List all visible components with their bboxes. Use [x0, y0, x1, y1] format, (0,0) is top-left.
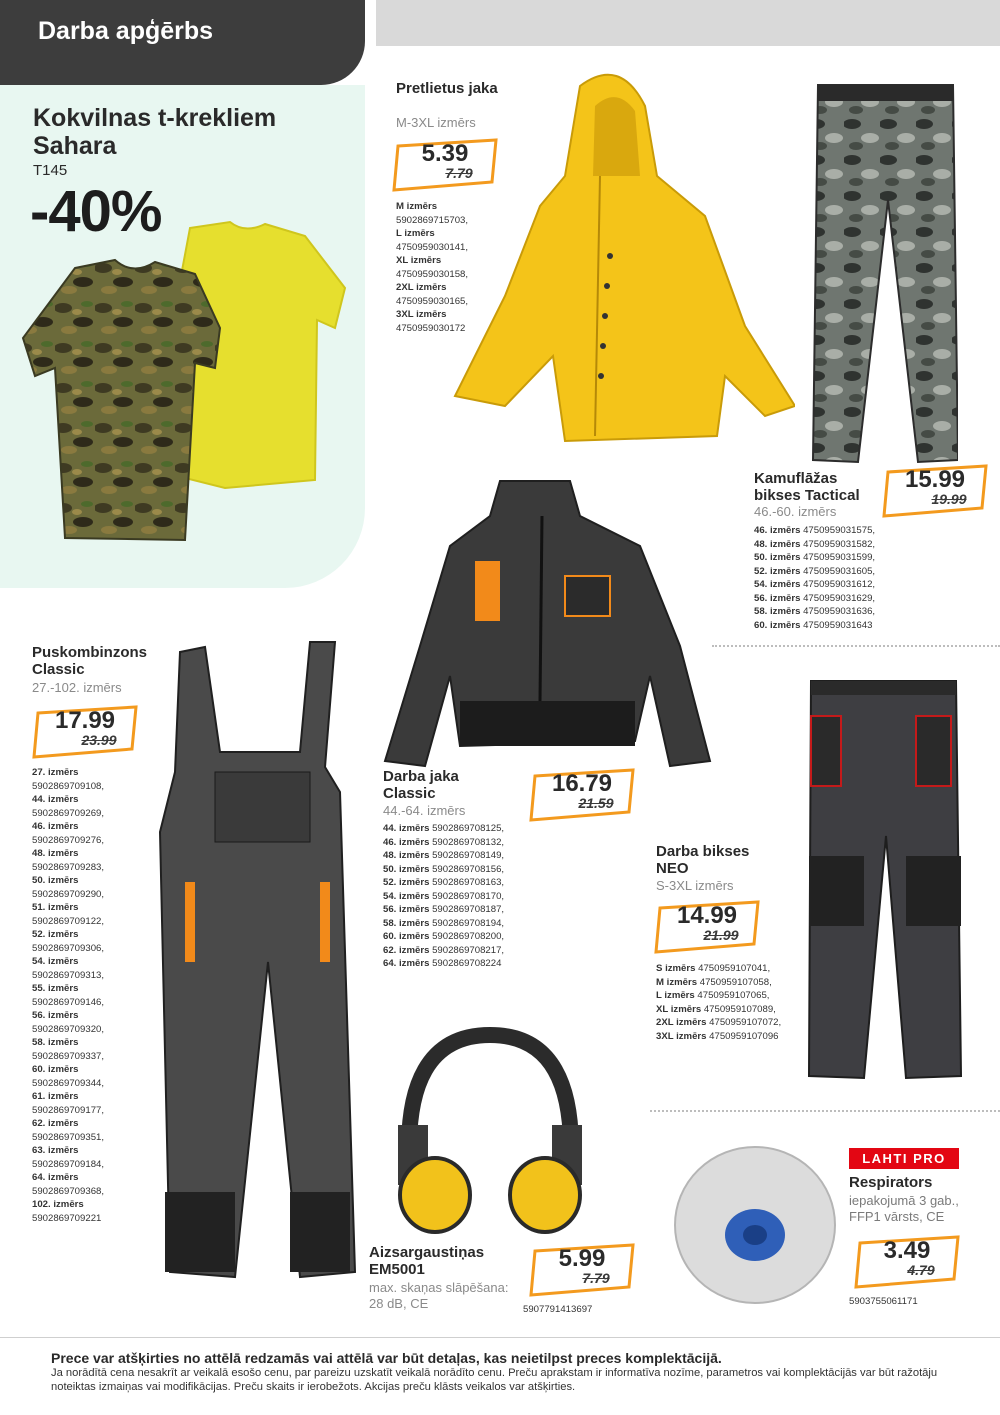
size-label: 48. izmērs — [754, 538, 801, 550]
product-desc: iepakojumā 3 gab., FFP1 vārsts, CE — [849, 1193, 959, 1224]
barcode-row — [383, 917, 504, 931]
barcode-value: 5902869709177, — [32, 1104, 105, 1116]
barcode-value: 5902869708187, — [429, 904, 505, 915]
barcode-list — [656, 962, 781, 1043]
barcode-row — [383, 876, 504, 890]
overalls-image — [150, 632, 375, 1287]
barcode-value: 5902869709306, — [32, 942, 105, 954]
barcode-value: 4750959107041, — [695, 963, 771, 974]
size-label: 52. izmērs — [383, 877, 430, 888]
size-label: 50. izmērs — [32, 875, 79, 886]
barcode-value: 5902869708170, — [429, 890, 505, 902]
barcode-row — [383, 836, 504, 850]
barcode-value: 5902869708224 — [429, 958, 502, 969]
barcode-row — [754, 551, 875, 565]
price-old: 21.99 — [703, 927, 739, 943]
barcode-row — [754, 538, 875, 552]
barcode-value: 5902869709269, — [32, 807, 105, 819]
divider — [650, 1110, 1000, 1112]
price-current: 16.79 — [551, 770, 613, 797]
barcode-value: 5902869708156, — [429, 863, 505, 875]
barcode-value: 5902869709184, — [32, 1158, 105, 1170]
product-name: Aizsargaustiņas EM5001 — [369, 1244, 485, 1278]
size-label: L izmērs — [396, 228, 435, 239]
barcode-row — [754, 619, 875, 633]
barcode-list — [383, 822, 504, 971]
product-sizes: 27.-102. izmērs — [32, 680, 122, 695]
t-shirts-image — [15, 218, 355, 548]
barcode-value: 5902869709351, — [32, 1131, 105, 1143]
price-current: 5.99 — [558, 1245, 606, 1272]
barcode-value: 5902869708149, — [429, 850, 505, 861]
barcode-value: 5902869709221 — [32, 1212, 102, 1224]
barcode-row — [383, 822, 504, 836]
barcode-row — [656, 1030, 781, 1044]
size-label: 61. izmērs — [32, 1091, 79, 1102]
barcode-row — [383, 890, 504, 904]
product-sizes: S-3XL izmērs — [656, 878, 734, 893]
product-name: Pretlietus jaka — [396, 80, 498, 97]
barcode-value: 4750959031605, — [800, 565, 876, 577]
size-label: 58. izmērs — [383, 917, 430, 929]
size-label: 3XL izmērs — [656, 1030, 707, 1042]
promo-title: Kokvilnas t-krekliem Sahara — [33, 104, 277, 160]
barcode-value: 4750959031599, — [800, 552, 876, 563]
barcode: 5903755061171 — [849, 1296, 918, 1307]
size-label: 46. izmērs — [754, 525, 801, 536]
price-tag — [852, 1235, 962, 1289]
barcode-row — [383, 957, 504, 971]
footer-disclaimer: Prece var atšķirties no attēlā redzamās vai attēlā var būt detaļas, kas neietilpst preces komplektācijā. — [51, 1350, 722, 1366]
size-label: 60. izmērs — [383, 931, 430, 942]
size-label: 56. izmērs — [32, 1010, 79, 1021]
barcode-row — [754, 565, 875, 579]
size-label: 56. izmērs — [383, 904, 430, 915]
price-tag — [652, 900, 762, 954]
brand-logo: LAHTI PRO — [849, 1148, 959, 1169]
barcode-row — [656, 962, 781, 976]
barcode-row — [383, 903, 504, 917]
barcode-row — [754, 524, 875, 538]
barcode-value: 5902869709313, — [32, 969, 105, 981]
barcode-value: 4750959107089, — [701, 1003, 776, 1015]
price-current: 15.99 — [904, 466, 966, 493]
barcode-value: 5902869709368, — [32, 1185, 105, 1197]
size-label: 60. izmērs — [32, 1064, 79, 1075]
size-label: 58. izmērs — [754, 606, 801, 617]
price-old: 4.79 — [907, 1262, 935, 1278]
header-bar — [376, 0, 1000, 46]
product-name: Respirators — [849, 1174, 933, 1191]
size-label: 102. izmērs — [32, 1199, 84, 1210]
size-label: 64. izmērs — [32, 1172, 79, 1183]
price-old: 7.79 — [582, 1270, 610, 1286]
price-old: 19.99 — [931, 491, 967, 507]
size-label: 55. izmērs — [32, 983, 79, 994]
size-label: M izmērs — [396, 201, 438, 212]
size-label: 60. izmērs — [754, 619, 801, 631]
size-label: 27. izmērs — [32, 767, 79, 778]
barcode-row — [383, 930, 504, 944]
barcode-value: 4750959107096 — [706, 1030, 779, 1042]
barcode-value: 5902869708132, — [429, 836, 505, 848]
size-label: XL izmērs — [656, 1003, 702, 1015]
size-label: 46. izmērs — [383, 836, 430, 848]
barcode-value: 4750959031636, — [800, 606, 876, 617]
product-name: Kamuflāžas bikses Tactical — [754, 470, 860, 504]
promo-code: T145 — [33, 162, 68, 179]
barcode-value: 5902869709320, — [32, 1023, 105, 1035]
barcode-value: 5902869708217, — [429, 944, 505, 956]
price-tag — [527, 1243, 637, 1297]
barcode-value: 4750959107072, — [706, 1017, 782, 1028]
size-label: 52. izmērs — [32, 929, 79, 940]
footer-notes: Ja norādītā cena nesakrīt ar veikalā esošo cenu, par pareizu uzskatīt veikalā norādīto cenu. Preču aprakstam ir informatīva nozīme, parametros vai komplektācijās var būt ražotāju noteiktas izmaiņas vai modifikācijas. Preču skaits ir ierobežots. Akcijas preču klāsts veikalos var atšķirties. — [51, 1367, 938, 1393]
barcode-row — [754, 605, 875, 619]
size-label: 48. izmērs — [32, 848, 79, 859]
price-tag — [30, 705, 140, 759]
product-desc: max. skaņas slāpēšana: 28 dB, CE — [369, 1280, 509, 1311]
size-label: 56. izmērs — [754, 592, 801, 604]
price-current: 3.49 — [883, 1237, 931, 1264]
barcode-value: 5902869708194, — [429, 917, 505, 929]
earmuffs-image — [390, 1025, 590, 1235]
size-label: 44. izmērs — [383, 823, 430, 834]
rain-jacket-image — [445, 66, 795, 446]
barcode-value: 5902869709146, — [32, 996, 105, 1008]
footer-divider — [0, 1337, 1000, 1338]
camo-pants-image — [808, 80, 958, 465]
barcode-value: 4750959031575, — [800, 525, 876, 536]
size-label: 46. izmērs — [32, 821, 79, 832]
size-label: 54. izmērs — [32, 956, 79, 967]
size-label: 2XL izmērs — [396, 282, 447, 293]
size-label: 48. izmērs — [383, 850, 430, 861]
respirator-image — [670, 1140, 840, 1310]
price-current: 14.99 — [676, 902, 738, 929]
price-old: 21.59 — [578, 795, 614, 811]
barcode-value: 5902869709290, — [32, 888, 105, 900]
product-sizes: M-3XL izmērs — [396, 115, 476, 130]
barcode-row — [754, 578, 875, 592]
size-label: 62. izmērs — [32, 1118, 79, 1129]
barcode-list — [32, 766, 104, 1225]
size-label: 51. izmērs — [32, 902, 79, 913]
barcode-value: 4750959031643 — [800, 619, 873, 631]
barcode-value: 5902869715703, — [396, 214, 469, 226]
barcode-list — [754, 524, 875, 632]
product-name: Darba bikses NEO — [656, 843, 750, 877]
price-old: 7.79 — [445, 165, 473, 181]
size-label: 52. izmērs — [754, 565, 801, 577]
size-label: 58. izmērs — [32, 1037, 79, 1048]
barcode: 5907791413697 — [523, 1304, 593, 1315]
barcode-value: 5902869708200, — [429, 931, 505, 942]
barcode-value: 4750959030165, — [396, 295, 469, 307]
size-label: 50. izmērs — [754, 552, 801, 563]
price-current: 17.99 — [54, 707, 116, 734]
barcode-row — [656, 1003, 781, 1017]
barcode-value: 4750959030172 — [396, 322, 466, 334]
barcode-value: 4750959031629, — [800, 592, 876, 604]
barcode-value: 4750959030141, — [396, 241, 469, 253]
barcode-value: 4750959031612, — [800, 579, 876, 590]
work-jacket-image — [380, 476, 715, 776]
product-sizes: 44.-64. izmērs — [383, 803, 466, 818]
barcode-value: 5902869709344, — [32, 1077, 105, 1089]
price-old: 23.99 — [81, 732, 117, 748]
barcode-row — [656, 989, 781, 1003]
barcode-row — [656, 1016, 781, 1030]
barcode-value: 5902869708125, — [429, 823, 505, 834]
size-label: XL izmērs — [396, 255, 442, 266]
barcode-value: 5902869708163, — [429, 877, 505, 888]
barcode-value: 5902869709108, — [32, 780, 105, 792]
barcode-row — [383, 849, 504, 863]
barcode-row — [656, 976, 781, 990]
size-label: M izmērs — [656, 976, 698, 988]
size-label: 62. izmērs — [383, 944, 430, 956]
barcode-value: 5902869709276, — [32, 834, 105, 846]
product-name: Puskombinzons Classic — [32, 644, 148, 678]
price-current: 5.39 — [421, 140, 469, 167]
barcode-value: 5902869709122, — [32, 915, 105, 927]
product-name: Darba jaka Classic — [383, 768, 459, 802]
price-tag — [880, 464, 990, 518]
size-label: 44. izmērs — [32, 794, 79, 805]
product-sizes: 46.-60. izmērs — [754, 504, 837, 519]
barcode-row — [754, 592, 875, 606]
barcode-value: 4750959030158, — [396, 268, 469, 280]
promo-discount: -40% — [30, 179, 162, 244]
size-label: 3XL izmērs — [396, 309, 447, 320]
barcode-value: 5902869709337, — [32, 1050, 105, 1062]
size-label: 54. izmērs — [754, 579, 801, 590]
barcode-value: 4750959107065, — [694, 990, 770, 1001]
divider — [712, 645, 1000, 647]
size-label: S izmērs — [656, 963, 696, 974]
barcode-value: 4750959107058, — [697, 976, 772, 988]
size-label: 54. izmērs — [383, 890, 430, 902]
size-label: L izmērs — [656, 990, 695, 1001]
price-tag — [527, 768, 637, 822]
size-label: 64. izmērs — [383, 958, 430, 969]
barcode-value: 4750959031582, — [800, 538, 876, 550]
size-label: 2XL izmērs — [656, 1017, 707, 1028]
barcode-row — [383, 863, 504, 877]
barcode-row — [383, 944, 504, 958]
size-label: 63. izmērs — [32, 1145, 79, 1156]
barcode-value: 5902869709283, — [32, 861, 105, 873]
work-pants-image — [806, 676, 966, 1081]
page-title: Darba apģērbs — [38, 17, 214, 45]
size-label: 50. izmērs — [383, 863, 430, 875]
